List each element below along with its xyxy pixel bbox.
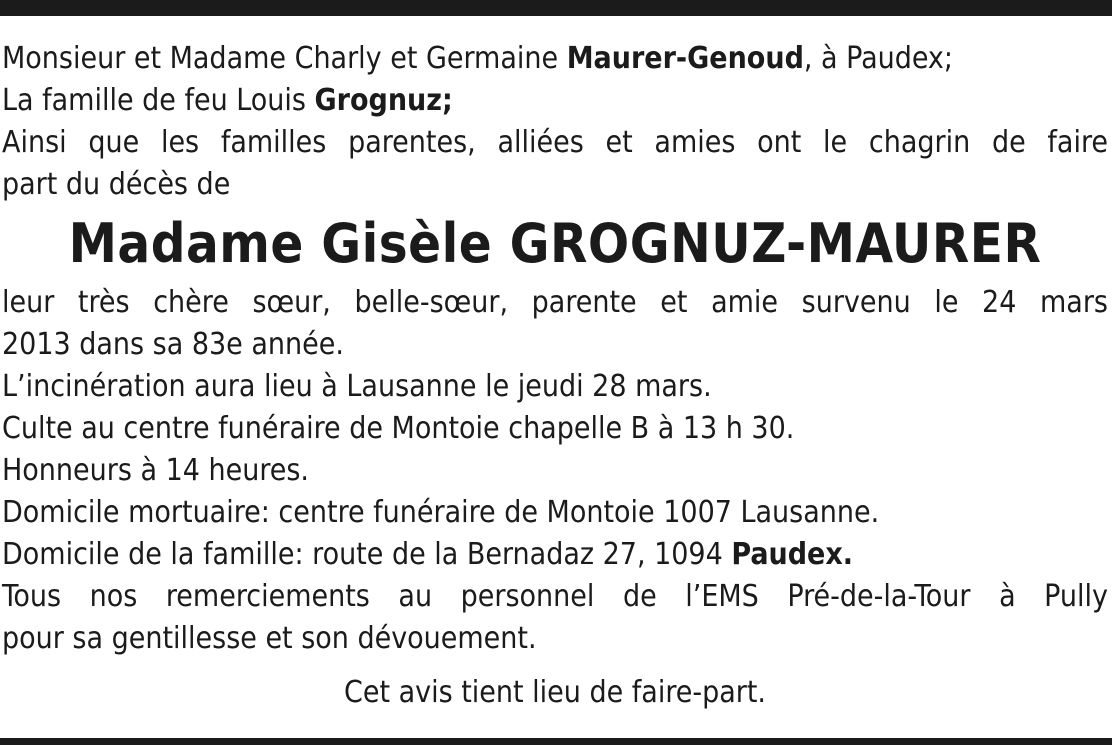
- body-line-4: Culte au centre funéraire de Montoie chapelle B à 13 h 30.: [2, 411, 795, 446]
- top-border-rule: [0, 0, 1112, 16]
- body-line-3: L’incinération aura lieu à Lausanne le jeudi 28 mars.: [2, 369, 712, 404]
- body-line-5: Honneurs à 14 heures.: [2, 453, 309, 488]
- body-line-8: Tous nos remerciements au personnel de l’EMS Pré-de-la-Tour à Pully: [2, 579, 1108, 614]
- body-line-2: 2013 dans sa 83e année.: [2, 327, 344, 362]
- body-line-1: leur très chère sœur, belle-sœur, parente et amie survenu le 24 mars: [2, 285, 1108, 320]
- deceased-name-heading: Madame Gisèle GROGNUZ-MAURER: [68, 212, 1042, 275]
- family-locality-paudex: Paudex.: [731, 537, 854, 572]
- body-line-9: pour sa gentillesse et son dévouement.: [2, 621, 537, 656]
- family-name-maurer-genoud: Maurer-Genoud: [566, 41, 804, 76]
- bottom-border-rule: [0, 738, 1112, 745]
- intro-line-2: La famille de feu Louis Grognuz;: [2, 83, 453, 118]
- family-name-grognuz: Grognuz;: [314, 83, 453, 118]
- intro-line-4: part du décès de: [2, 167, 231, 202]
- intro-line-3: Ainsi que les familles parentes, alliées et amies ont le chagrin de faire: [2, 125, 1108, 160]
- notice-text: [2, 38, 1108, 714]
- body-line-7: Domicile de la famille: route de la Bernadaz 27, 1094 Paudex.: [2, 537, 854, 572]
- closing-statement: Cet avis tient lieu de faire-part.: [343, 675, 767, 710]
- body-line-6: Domicile mortuaire: centre funéraire de Montoie 1007 Lausanne.: [2, 495, 880, 530]
- intro-line-1: Monsieur et Madame Charly et Germaine Maurer-Genoud, à Paudex;: [2, 41, 953, 76]
